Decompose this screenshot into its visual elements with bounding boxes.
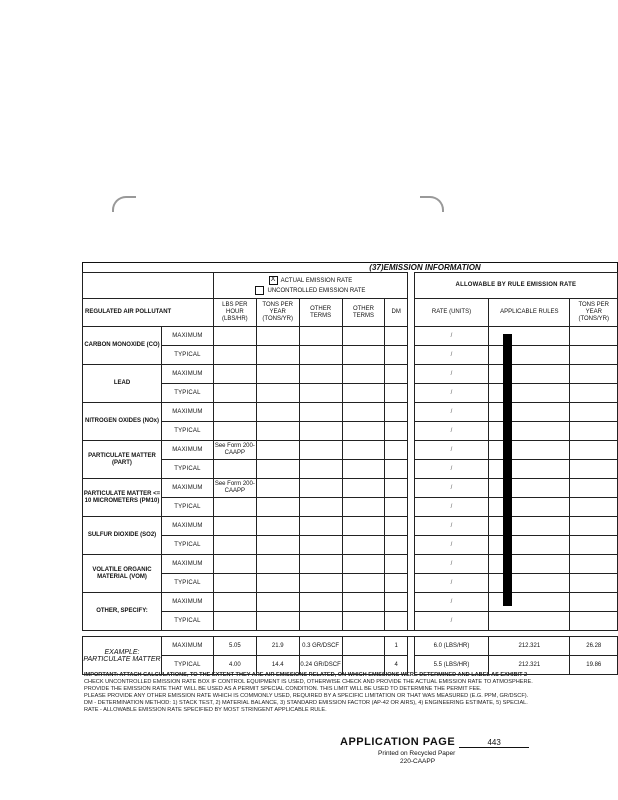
other-terms-2-header: OTHER TERMS <box>342 299 385 327</box>
pollutant-name: NITROGEN OXIDES (NOx) <box>83 403 162 441</box>
lbs-hr-cell[interactable]: See Form 200-CAAPP <box>213 479 256 498</box>
row-label-max: MAXIMUM <box>161 403 213 422</box>
row-label-max: MAXIMUM <box>161 593 213 612</box>
row-label-typ: TYPICAL <box>161 346 213 365</box>
pollutant-name: LEAD <box>83 365 162 403</box>
example-dm: 1 <box>385 637 408 656</box>
example-rules: 212.321 <box>489 656 570 675</box>
emission-table: X ACTUAL EMISSION RATE UNCONTROLLED EMISSION RATE ALLOWABLE BY RULE EMISSION RATE REGULATED AIR POLLUTANT LBS PER HOUR (LBS/HR) TONS PER YEAR (TONS/YR) OTHER TERMS OTHER TERMS DM RATE (UNITS) APPLICABLE RULES TONS PER YEAR (TONS/YR) CARBON MONOXIDE (CO) MAXIMUM / TYPICAL / LEAD MAXIMUM / TYPICAL / NITROGEN OXIDES (NOx) MAXIMUM / TYPICAL / PARTICULATE MATTER (PART) MAXIMUM See Form 200-CAAPP / TYPICAL / PARTICULATE MATTER <= 10 MICROMETERS (PM10) MAXIMUM See Form 200-CAAPP / TYPICAL / SULFUR DIOXIDE (SO2) MAXIMUM / TYPICAL / VOLATILE ORGANIC MATERIAL (VOM) MAXIMUM / TYPICAL / OTHER, SPECIFY: MAXIMUM / TYPICAL / EXAMPLE: PARTICULATE MATTER MAXIMUM 5.05 21.9 0.3 GR/DSCF 1 6.0 (LBS/HR) 212.321 26.28 TYPICAL 4.00 14.4 0.24 GR/DSCF 4 5.5 (LBS/HR) 212.321 19.86 <box>82 272 618 675</box>
example-lbs: 5.05 <box>213 637 256 656</box>
row-label-typ: TYPICAL <box>161 460 213 479</box>
lbs-hr-cell[interactable] <box>213 574 256 593</box>
pollutant-name: OTHER, SPECIFY: <box>83 593 162 631</box>
redaction-bar <box>503 334 512 606</box>
example-tons: 21.9 <box>256 637 299 656</box>
lbs-hr-cell[interactable] <box>213 365 256 384</box>
pollutant-name: CARBON MONOXIDE (CO) <box>83 327 162 365</box>
actual-rate-checkbox[interactable]: X <box>269 276 278 285</box>
other-terms-header: OTHER TERMS <box>299 299 342 327</box>
row-label-typ: TYPICAL <box>161 384 213 403</box>
row-label-typ: TYPICAL <box>161 422 213 441</box>
scan-artifact-right <box>420 196 444 212</box>
section-title: (37)EMISSION INFORMATION <box>82 262 618 272</box>
lbs-hr-cell[interactable]: See Form 200-CAAPP <box>213 441 256 460</box>
lbs-hr-cell[interactable] <box>213 498 256 517</box>
lbs-hr-cell[interactable] <box>213 612 256 631</box>
tons-yr-allow-header: TONS PER YEAR (TONS/YR) <box>570 299 618 327</box>
example-lbs: 4.00 <box>213 656 256 675</box>
lbs-hr-cell[interactable] <box>213 346 256 365</box>
emission-information-form <box>82 262 618 675</box>
dm-header: DM <box>385 299 408 327</box>
lbs-hr-cell[interactable] <box>213 384 256 403</box>
page-footer <box>340 732 540 766</box>
row-label-max: MAXIMUM <box>161 637 213 656</box>
note-2: PROVIDE THE EMISSION RATE THAT WILL BE USED AS A PERMIT SPECIAL CONDITION. THIS LIMIT WILL BE USED TO DETERMINE THE PERMIT FEE. <box>84 686 482 692</box>
example-rate: 5.5 (LBS/HR) <box>414 656 488 675</box>
uncontrolled-rate-label: UNCONTROLLED EMISSION RATE <box>267 287 366 294</box>
row-label-typ: TYPICAL <box>161 574 213 593</box>
example-other: 0.3 GR/DSCF <box>299 637 342 656</box>
row-label-typ: TYPICAL <box>161 612 213 631</box>
example-tons-allow: 26.28 <box>570 637 618 656</box>
example-dm: 4 <box>385 656 408 675</box>
lbs-hr-cell[interactable] <box>213 422 256 441</box>
uncontrolled-rate-checkbox[interactable] <box>255 286 264 295</box>
pollutant-header: REGULATED AIR POLLUTANT <box>83 299 214 327</box>
row-label-max: MAXIMUM <box>161 365 213 384</box>
row-label-typ: TYPICAL <box>161 498 213 517</box>
row-label-typ: TYPICAL <box>161 536 213 555</box>
note-3: PLEASE PROVIDE ANY OTHER EMISSION RATE WHICH IS COMMONLY USED, REQUIRED BY A SPECIFIC LIMITATION OR THAT WAS MEASURED (E.G. PPM, GR/DSCF). <box>84 693 529 699</box>
lbs-hr-cell[interactable] <box>213 555 256 574</box>
row-label-typ: TYPICAL <box>161 656 213 675</box>
note-4: DM - DETERMINATION METHOD: 1) STACK TEST, 2) MATERIAL BALANCE, 3) STANDARD EMISSION FACTOR (AP-42 OR AIRS), 4) ENGINEERING ESTIMATE, 5) SPECIAL. <box>84 700 528 706</box>
pollutant-name: PARTICULATE MATTER (PART) <box>83 441 162 479</box>
lbs-hr-cell[interactable] <box>213 403 256 422</box>
tons-yr-header: TONS PER YEAR (TONS/YR) <box>256 299 299 327</box>
applicable-rules-header: APPLICABLE RULES <box>489 299 570 327</box>
example-other: 0.24 GR/DSCF <box>299 656 342 675</box>
example-max-row <box>83 637 618 656</box>
rate-units-header: RATE (UNITS) <box>414 299 488 327</box>
lbs-hr-header: LBS PER HOUR (LBS/HR) <box>213 299 256 327</box>
pollutant-name: SULFUR DIOXIDE (SO2) <box>83 517 162 555</box>
note-1: CHECK UNCONTROLLED EMISSION RATE BOX IF CONTROL EQUIPMENT IS USED, OTHERWISE CHECK AND PROVIDE THE ACTUAL EMISSION RATE TO ATMOSPHERE. <box>84 679 533 685</box>
scan-artifact-left <box>112 196 136 212</box>
pollutant-name: PARTICULATE MATTER <= 10 MICROMETERS (PM10) <box>83 479 162 517</box>
lbs-hr-cell[interactable] <box>213 593 256 612</box>
page-number: 443 <box>459 738 529 748</box>
actual-rate-label: ACTUAL EMISSION RATE <box>280 278 353 285</box>
row-label-max: MAXIMUM <box>161 517 213 536</box>
lbs-hr-cell[interactable] <box>213 327 256 346</box>
application-page-label: APPLICATION PAGE <box>340 736 456 748</box>
note-5: RATE - ALLOWABLE EMISSION RATE SPECIFIED BY MOST STRINGENT APPLICABLE RULE. <box>84 707 327 713</box>
important-note: IMPORTANT: ATTACH CALCULATIONS, TO THE EXTENT THEY ARE AIR EMISSIONS RELATED, ON WHICH EMISSIONS WERE DETERMINED AND LABEL AS EXHIBIT 2 <box>84 672 528 678</box>
example-rules: 212.321 <box>489 637 570 656</box>
form-number: 220-CAAPP <box>400 758 436 765</box>
row-label-max: MAXIMUM <box>161 479 213 498</box>
row-label-max: MAXIMUM <box>161 555 213 574</box>
allowable-title: ALLOWABLE BY RULE EMISSION RATE <box>414 273 617 299</box>
row-label-max: MAXIMUM <box>161 441 213 460</box>
form-notes <box>84 672 618 714</box>
printed-on-recycled: Printed on Recycled Paper <box>378 750 456 757</box>
example-pollutant-name: EXAMPLE: PARTICULATE MATTER <box>83 637 162 675</box>
example-tons: 14.4 <box>256 656 299 675</box>
row-label-max: MAXIMUM <box>161 327 213 346</box>
lbs-hr-cell[interactable] <box>213 536 256 555</box>
lbs-hr-cell[interactable] <box>213 460 256 479</box>
example-tons-allow: 19.86 <box>570 656 618 675</box>
example-rate: 6.0 (LBS/HR) <box>414 637 488 656</box>
emission-rate-checkboxes <box>213 273 407 299</box>
pollutant-name: VOLATILE ORGANIC MATERIAL (VOM) <box>83 555 162 593</box>
lbs-hr-cell[interactable] <box>213 517 256 536</box>
